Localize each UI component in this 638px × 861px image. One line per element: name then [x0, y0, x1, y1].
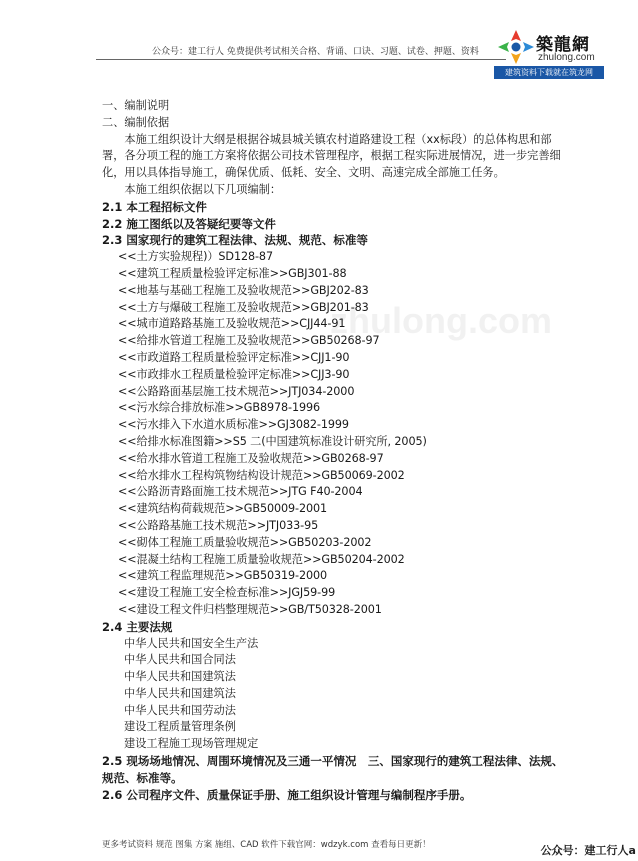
- document-line: <<市政道路工程质量检验评定标准>>CJJ1-90: [118, 350, 350, 364]
- document-line: <<土方实验规程)）SD128-87: [118, 250, 273, 264]
- document-line: 2.4 主要法规: [102, 619, 173, 634]
- document-line: <<砌体工程施工质量验收规范>>GB50203-2002: [118, 535, 372, 549]
- document-line: 建设工程质量管理条例: [124, 720, 236, 734]
- document-line: 2.6 公司程序文件、质量保证手册、施工组织设计管理与编制程序手册。: [102, 787, 472, 802]
- document-line: <<公路沥青路面施工技术规范>>JTG F40-2004: [118, 485, 363, 499]
- document-line: 2.1 本工程招标文件: [102, 199, 207, 214]
- document-line: 中华人民共和国劳动法: [124, 703, 236, 717]
- document-line: 建设工程施工现场管理规定: [124, 737, 259, 751]
- document-line: 中华人民共和国建筑法: [124, 686, 236, 700]
- document-body: [102, 98, 570, 803]
- header-rule: [96, 59, 506, 60]
- document-line: 二、编制依据: [102, 115, 170, 129]
- document-line: <<城市道路路基施工及验收规范>>CJJ44-91: [118, 317, 346, 331]
- document-line: <<公路路基施工技术规范>>JTJ033-95: [118, 518, 319, 532]
- document-line: <<建筑工程监理规范>>GB50319-2000: [118, 569, 328, 583]
- document-line: <<公路路面基层施工技术规范>>JTJ034-2000: [118, 384, 355, 398]
- logo-url: zhulong.com: [538, 52, 595, 63]
- logo-mark-icon: [496, 28, 536, 66]
- document-line: <<建设工程文件归档整理规范>>GB/T50328-2001: [118, 602, 382, 616]
- document-line: <<混凝土结构工程施工质量验收规范>>GB50204-2002: [118, 552, 405, 566]
- document-line: <<污水排入下水道水质标准>>GJ3082-1999: [118, 418, 349, 432]
- document-line: 中华人民共和国安全生产法: [124, 636, 259, 650]
- document-line: <<土方与爆破工程施工及验收规范>>GBJ201-83: [118, 300, 369, 314]
- document-line: 2.5 现场场地情况、周围环境情况及三通一平情况 三、国家现行的建筑工程法律、法规、规范、标准等。: [102, 754, 564, 785]
- document-line: <<给水排水工程构筑物结构设计规范>>GB50069-2002: [118, 468, 405, 482]
- zhulong-logo[interactable]: [494, 28, 606, 84]
- footer-account: 公众号：建工行人a: [540, 844, 636, 857]
- document-line: <<污水综合排放标准>>GB8978-1996: [118, 401, 321, 415]
- document-line: <<建筑结构荷载规范>>GB50009-2001: [118, 502, 328, 516]
- document-line: <<给排水标准图籍>>S5 二(中国建筑标准设计研究所, 2005): [118, 434, 427, 448]
- document-line: 本施工组织依据以下几项编制：: [124, 182, 282, 196]
- watermark: zhulong.com: [330, 300, 552, 341]
- document-line: 本施工组织设计大纲是根据谷城县城关镇农村道路建设工程（xx标段）的总体构思和部署，各分项工程的施工方案将依据公司技术管理程序，根据工程实际进展情况，进一步完善细化，用以具体指导施工，确保优质、低耗、安全、文明、高速完成全部施工任务。: [102, 132, 561, 180]
- header-note: 公众号：建工行人 免费提供考试相关合格、背诵、口诀、习题、试卷、押题、资料: [152, 47, 479, 57]
- document-line: <<建筑工程质量检验评定标准>>GBJ301-88: [118, 266, 347, 280]
- logo-banner: 建筑资料下载就在筑龙网: [494, 66, 604, 79]
- document-line: 中华人民共和国建筑法: [124, 670, 236, 684]
- document-line: <<地基与基础工程施工及验收规范>>GBJ202-83: [118, 283, 369, 297]
- document-line: 一、编制说明: [102, 99, 170, 112]
- document-line: 中华人民共和国合同法: [124, 653, 236, 667]
- document-line: <<建设工程施工安全检查标准>>JGJ59-99: [118, 586, 336, 600]
- document-line: <<给水排水管道工程施工及验收规范>>GB0268-97: [118, 451, 384, 465]
- document-line: 2.3 国家现行的建筑工程法律、法规、规范、标准等: [102, 233, 368, 248]
- document-line: <<给排水管道工程施工及验收规范>>GB50268-97: [118, 334, 380, 348]
- document-line: <<市政排水工程质量检验评定标准>>CJJ3-90: [118, 367, 350, 381]
- logo-name: 築龍網: [536, 35, 590, 55]
- document-line: 2.2 施工图纸以及答疑纪要等文件: [102, 216, 276, 231]
- footer-note: 更多考试资料 规范 图集 方案 施组、CAD 软件下载官网：wdzyk.com 查看每日更新！: [102, 840, 431, 850]
